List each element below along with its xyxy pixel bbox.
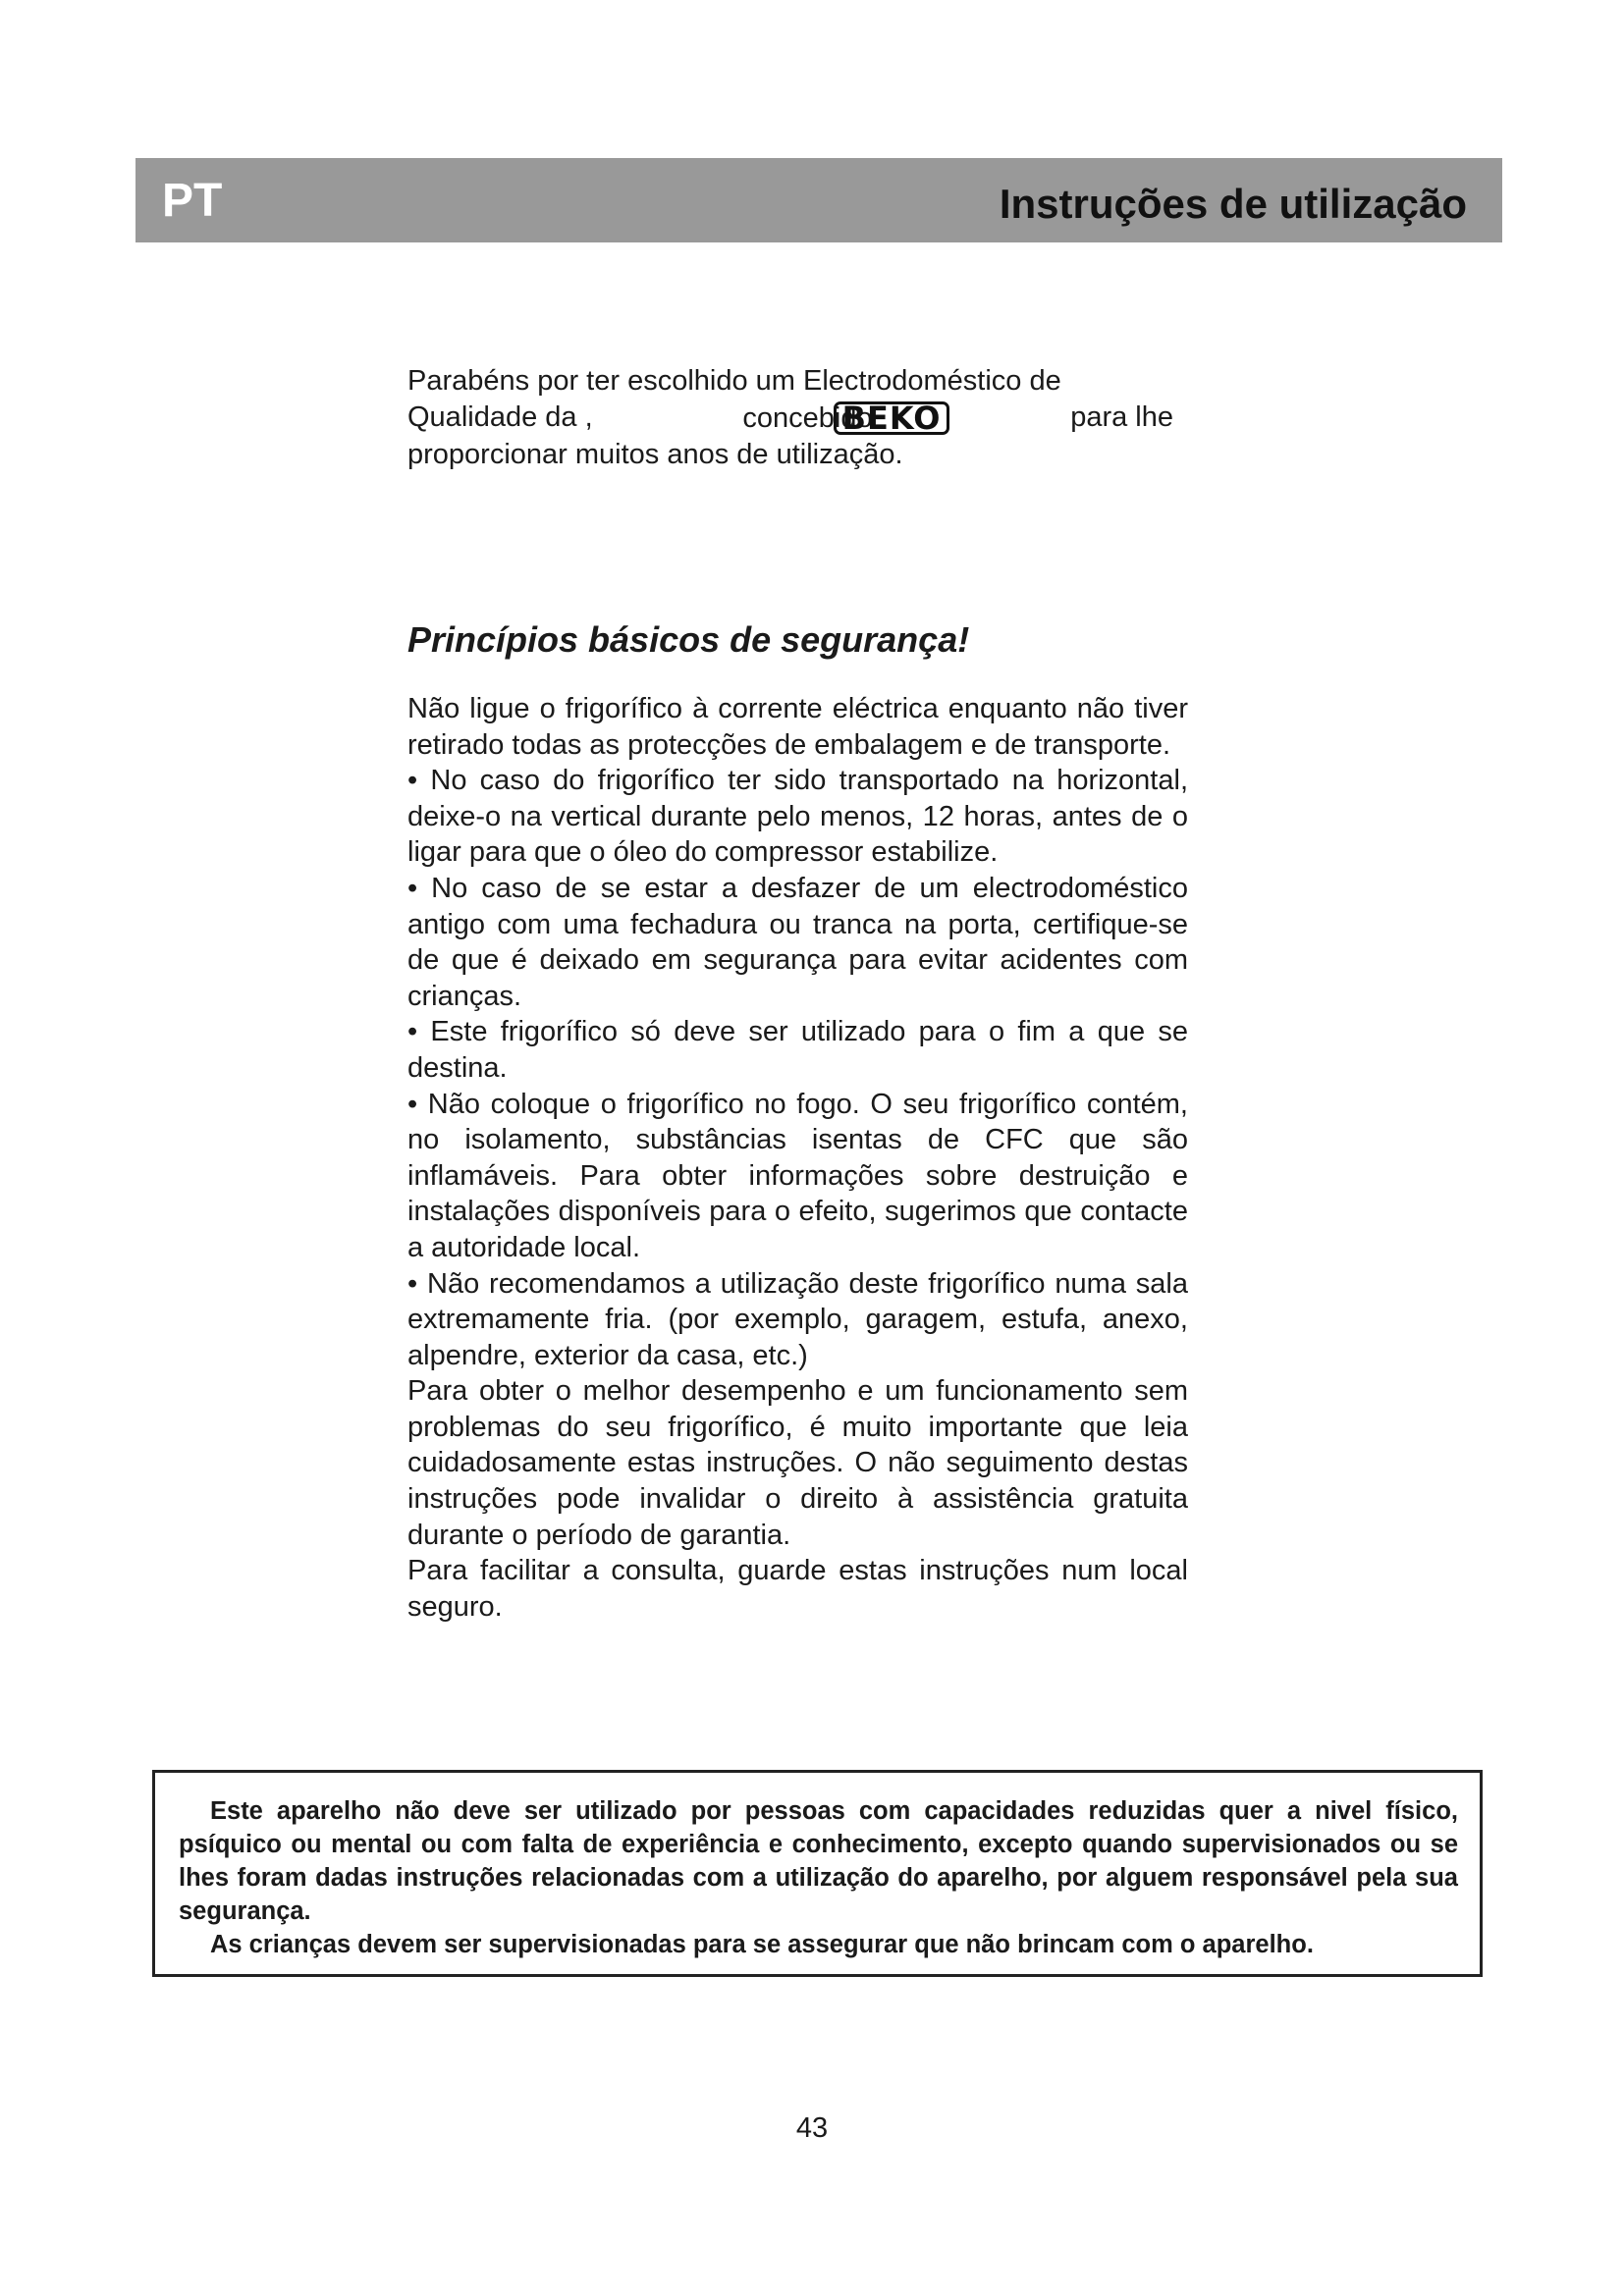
intro-line-3: proporcionar muitos anos de utilização. bbox=[407, 439, 903, 470]
intro-line-2 bbox=[407, 400, 1173, 437]
intro-line-2-end: para lhe bbox=[1070, 401, 1173, 433]
page-header bbox=[135, 158, 1502, 242]
warning-notice-box bbox=[152, 1770, 1483, 1977]
notice-paragraph-1: Este aparelho não deve ser utilizado por pessoas com capacidades reduzidas quer a nivel físico, psíquico ou mental ou com falta de experiência e conhecimento, excepto quando supervisionados ou se lhes foram dadas instruções relacionadas com a utilização do aparelho, por alguem responsável pela sua segurança. bbox=[179, 1797, 1458, 1925]
language-code: PT bbox=[162, 175, 223, 227]
intro-line-2-word: concebido bbox=[742, 402, 873, 434]
intro-line-2-start: Qualidade da , bbox=[407, 401, 593, 433]
safety-instructions bbox=[407, 691, 1188, 1625]
intro-line-1 bbox=[407, 363, 1173, 400]
safety-bullet: • Não coloque o frigorífico no fogo. O seu frigorífico contém, no isolamento, substâncias isentas de CFC que são inflamáveis. Para obter informações sobre destruição e instalações disponíveis para o efeito, sugerimos que contacte a autoridade local. bbox=[407, 1088, 1188, 1263]
intro-line-1-text: Parabéns por ter escolhido um Electrodoméstico de bbox=[407, 365, 1061, 397]
page-number: 43 bbox=[795, 2112, 829, 2144]
safety-paragraph: Para obter o melhor desempenho e um funcionamento sem problemas do seu frigorífico, é muito importante que leia cuidadosamente estas instruções. O não seguimento destas instruções pode invalidar o direito à assistência gratuita durante o período de garantia. bbox=[407, 1375, 1188, 1551]
safety-section-title: Princípios básicos de segurança! bbox=[407, 619, 970, 660]
intro-text bbox=[407, 363, 1173, 473]
beko-logo: BEKO bbox=[834, 401, 950, 435]
intro-line-2-mid bbox=[742, 400, 942, 437]
notice-paragraph-2: As crianças devem ser supervisionadas para se assegurar que não brincam com o aparelho. bbox=[210, 1931, 1314, 1958]
page-title: Instruções de utilização bbox=[999, 181, 1467, 227]
safety-bullet: • No caso do frigorífico ter sido transportado na horizontal, deixe-o na vertical durante pelo menos, 12 horas, antes de o ligar para que o óleo do compressor estabilize. bbox=[407, 765, 1188, 869]
safety-bullet: • No caso de se estar a desfazer de um electrodoméstico antigo com uma fechadura ou tranca na porta, certifique-se de que é deixado em segurança para evitar acidentes com crianças. bbox=[407, 872, 1188, 1012]
safety-paragraph: Não ligue o frigorífico à corrente eléctrica enquanto não tiver retirado todas as protecções de embalagem e de transporte. bbox=[407, 693, 1188, 761]
safety-bullet: • Este frigorífico só deve ser utilizado para o fim a que se destina. bbox=[407, 1016, 1188, 1084]
safety-bullet: • Não recomendamos a utilização deste frigorífico numa sala extremamente fria. (por exemplo, garagem, estufa, anexo, alpendre, exterior da casa, etc.) bbox=[407, 1267, 1188, 1371]
safety-paragraph: Para facilitar a consulta, guarde estas instruções num local seguro. bbox=[407, 1555, 1188, 1623]
